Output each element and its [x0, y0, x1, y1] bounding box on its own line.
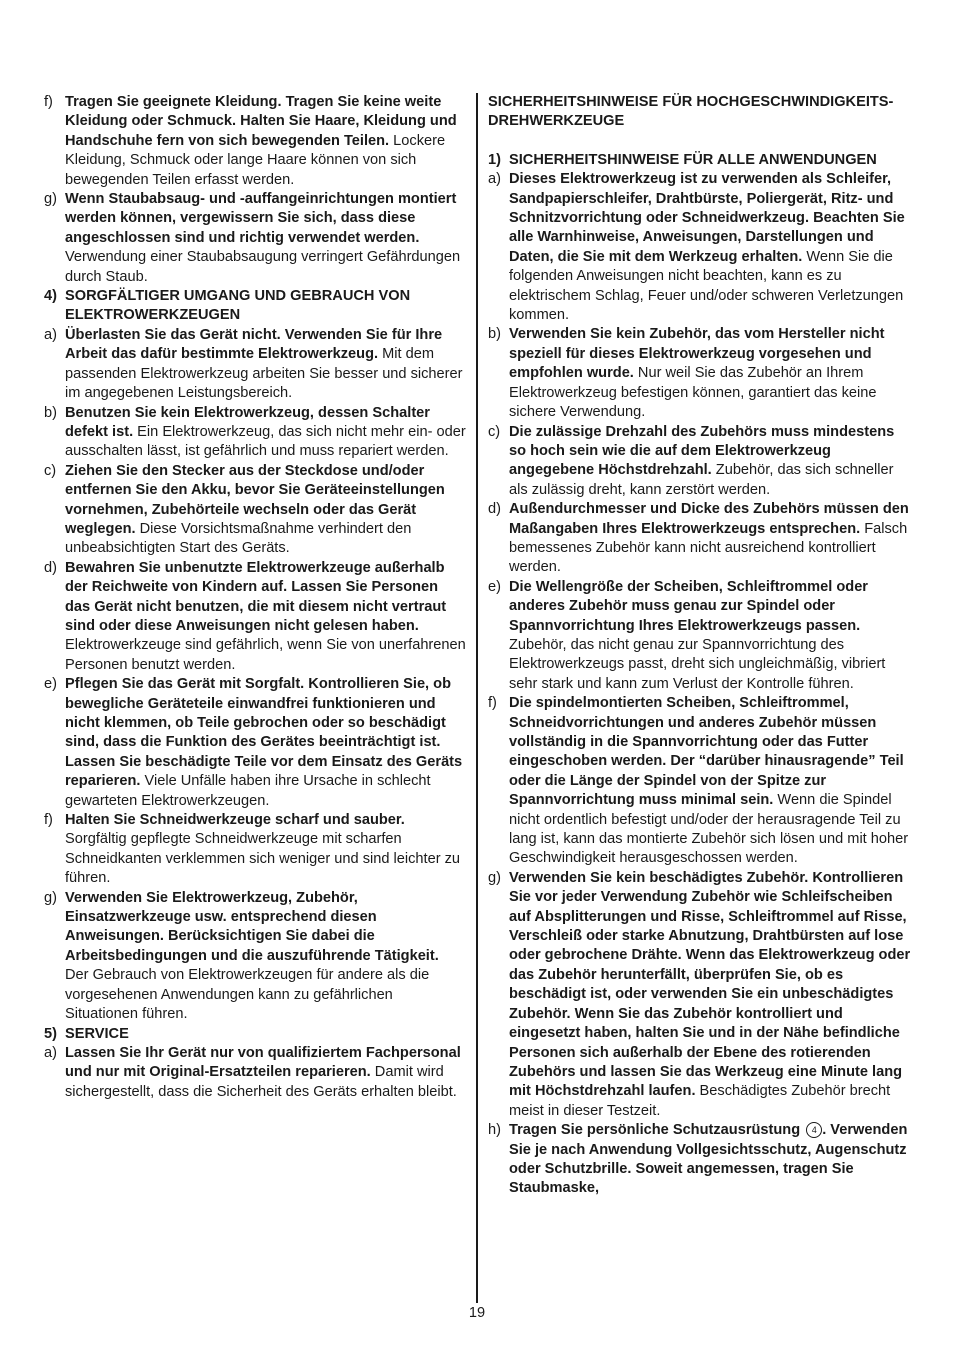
item-text: Zubehör, das sich schneller als zulässig dreht, kann zerstört werden.: [509, 462, 894, 498]
list-item: [488, 325, 912, 422]
section-heading: [488, 151, 912, 170]
item-text: Falsch bemessenes Zubehör kann nicht ausreichend kontrolliert werden.: [509, 520, 908, 576]
section-title: SERVICE: [65, 1025, 129, 1042]
item-text: Wenn die Spindel nicht ordentlich befestigt und/oder der herausragende Teil zu lang ist, kann das montierte Zubehör sich lösen und mit hoher Geschwindigkeit herausgeschossen werden.: [509, 792, 909, 867]
item-bold-text: Benutzen Sie kein Elektrowerkzeug, dessen Schalter defekt ist.: [65, 404, 430, 440]
list-item: [488, 500, 912, 578]
item-letter: b): [44, 404, 57, 421]
item-letter: c): [488, 423, 501, 440]
list-item: [44, 1044, 466, 1102]
item-text: Sorgfältig gepflegte Schneidwerkzeuge mit scharfen Schneidkanten verklemmen sich weniger und sind leichter zu führen.: [65, 831, 461, 887]
item-text: Zubehör, das nicht genau zur Spannvorrichtung des Elektrowerkzeugs passt, dreht sich ungleichmäßig, vibriert sehr stark und kann zum Verlust der Kontrolle führen.: [509, 636, 886, 692]
item-text: Der Gebrauch von Elektrowerkzeugen für andere als die vorgesehenen Anwendungen kann zu gefährlichen Situationen führen.: [65, 967, 430, 1023]
item-letter: a): [488, 171, 501, 188]
left-column: [44, 93, 466, 1102]
list-item: [488, 578, 912, 694]
item-bold-text: Die spindelmontierten Scheiben, Schleiftrommel, Schneidvorrichtungen und anderes Zubehör müssen vollständig in die Spannvorrichtung oder das Futter eingeschoben werden. Der “darüber hinausragende” Teil oder die Länge der Spindel von der Spitze zur Spannvorrichtung muss minimal sein.: [509, 695, 904, 809]
section-number: 5): [44, 1025, 57, 1042]
list-item: [44, 190, 466, 287]
item-letter: f): [488, 695, 497, 712]
section-heading: [44, 1025, 466, 1044]
spacer: [488, 132, 912, 151]
item-text: Damit wird sichergestellt, dass die Sicherheit des Geräts erhalten bleibt.: [65, 1064, 457, 1100]
item-bold-text: Verwenden Sie kein beschädigtes Zubehör. Kontrollieren Sie vor jeder Verwendung Zubehör wie Schleifscheiben auf Absplitterungen und Risse, Schleiftrommel auf Risse, Verschleiß oder starke Abnutzung, Drahtbürsten auf lose oder gebrochene Drähte. Wenn das Elektrowerkzeug oder das Zubehör herunterfällt, überprüfen Sie, ob es beschädigt ist, oder verwenden Sie ein unbeschädigtes Zubehör. Wenn Sie das Zubehör kontrolliert und eingesetzt haben, halten Sie und in der Nähe befindliche Personen sich außerhalb der Ebene des rotierenden Zubehörs und lassen Sie das Werkzeug eine Minute lang mit Höchstdrehzahl laufen.: [509, 869, 911, 1100]
item-bold-text: Die zulässige Drehzahl des Zubehörs muss mindestens so hoch sein wie die auf dem Elektrowerkzeug angegebene Höchstdrehzahl.: [509, 423, 895, 479]
item-bold-text: Tragen Sie geeignete Kleidung. Tragen Sie keine weite Kleidung oder Schmuck. Halten Sie Haare, Kleidung und Handschuhe fern von sich bewegenden Teilen.: [65, 94, 457, 149]
item-bold-text: Bewahren Sie unbenutzte Elektrowerkzeuge außerhalb der Reichweite von Kindern auf. Lassen Sie Personen das Gerät nicht benutzen, die mit diesem nicht vertraut sind oder diese Anweisungen nicht gelesen haben.: [65, 559, 447, 634]
list-item: [44, 326, 466, 404]
list-item: [488, 423, 912, 501]
list-item: [44, 404, 466, 462]
item-bold-text: Überlasten Sie das Gerät nicht. Verwenden Sie für Ihre Arbeit das dafür bestimmte Elektrowerkzeug.: [65, 326, 443, 363]
item-letter: d): [44, 559, 57, 576]
list-item: [44, 675, 466, 811]
item-letter: g): [488, 869, 501, 886]
item-bold-text: Die Wellengröße der Scheiben, Schleiftrommel oder anderes Zubehör muss genau zur Spindel oder Spannvorrichtung Ihres Elektrowerkzeugs passen.: [509, 578, 868, 634]
item-bold-text: . Verwenden Sie je nach Anwendung Vollgesichtsschutz, Augenschutz oder Schutzbrille. Soweit angemessen, tragen Sie Staubmaske,: [509, 1122, 908, 1197]
item-text: Lockere Kleidung, Schmuck oder lange Haare können von sich bewegenden Teilen erfasst werden.: [65, 132, 446, 188]
item-bold-text: Wenn Staubabsaug- und -auffangeinrichtungen montiert werden können, vergewissern Sie sich, dass diese angeschlossen sind und richtig verwendet werden.: [65, 191, 457, 246]
item-letter: g): [44, 191, 57, 208]
list-item: [488, 170, 912, 325]
section-title: SICHERHEITSHINWEISE FÜR ALLE ANWENDUNGEN: [509, 151, 877, 168]
list-item: [44, 93, 466, 190]
section-title: SORGFÄLTIGER UMGANG UND GEBRAUCH VON ELEKTROWERKZEUGEN: [65, 288, 411, 324]
item-text: Verwendung einer Staubabsaugung verringert Gefährdungen durch Staub.: [65, 249, 461, 285]
item-letter: f): [44, 812, 53, 829]
item-bold-text: Außendurchmesser und Dicke des Zubehörs müssen den Maßangaben Ihres Elektrowerkzeugs entsprechen.: [509, 501, 909, 537]
item-bold-text: Dieses Elektrowerkzeug ist zu verwenden als Schleifer, Sandpapierschleifer, Drahtbürste, Poliergerät, Ritz- und Schnitzvorrichtung oder Schneidwerkzeug. Beachten Sie alle Warnhinweise, Anweisungen, Darstellungen und Daten, die Sie mit dem Werkzeug erhalten.: [509, 171, 905, 265]
item-letter: h): [488, 1122, 501, 1139]
section-number: 1): [488, 151, 501, 168]
item-text: Wenn Sie die folgenden Anweisungen nicht beachten, kann es zu elektrischem Schlag, Feuer und/oder schweren Verletzungen kommen.: [509, 248, 904, 324]
item-letter: g): [44, 889, 57, 906]
item-text: Nur weil Sie das Zubehör an Ihrem Elektrowerkzeug befestigen können, garantiert das keine sichere Verwendung.: [509, 365, 877, 421]
item-letter: a): [44, 326, 57, 343]
item-bold-text: Pflegen Sie das Gerät mit Sorgfalt. Kontrollieren Sie, ob bewegliche Geräteteile einwandfrei funktionieren und nicht klemmen, ob Teile gebrochen oder so beschädigt sind, dass die Funktion des Gerätes beeinträchtigt ist. Lassen Sie beschädigte Teile vor dem Einsatz des Geräts reparieren.: [65, 676, 463, 790]
right-column: [488, 93, 912, 1199]
list-item: [44, 811, 466, 889]
item-letter: a): [44, 1044, 57, 1061]
list-item: [488, 1121, 912, 1199]
column-divider: [476, 93, 478, 1303]
item-letter: e): [44, 676, 57, 693]
item-bold-text: Ziehen Sie den Stecker aus der Steckdose und/oder entfernen Sie den Akku, bevor Sie Geräteeinstellungen vornehmen, Zubehörteile wechseln oder das Gerät weglegen.: [65, 462, 445, 537]
list-item: [488, 869, 912, 1121]
item-text: Diese Vorsichtsmaßnahme verhindert den unbeabsichtigten Start des Geräts.: [65, 520, 412, 557]
section-number: 4): [44, 288, 57, 305]
main-heading: SICHERHEITSHINWEISE FÜR HOCHGESCHWINDIGKEITS-DREHWERKZEUGE: [488, 94, 894, 130]
item-letter: c): [44, 462, 57, 479]
list-item: [44, 559, 466, 675]
item-bold-text: Halten Sie Schneidwerkzeuge scharf und sauber.: [65, 812, 405, 829]
item-letter: e): [488, 578, 501, 595]
item-bold-text: Verwenden Sie kein Zubehör, das vom Hersteller nicht speziell für dieses Elektrowerkzeug vorgesehen und empfohlen wurde.: [509, 326, 885, 382]
list-item: [488, 694, 912, 869]
item-text: Viele Unfälle haben ihre Ursache in schlecht gewarteten Elektrowerkzeugen.: [65, 773, 431, 809]
item-text: Mit dem passenden Elektrowerkzeug arbeiten Sie besser und sicherer im angegebenen Leistungsbereich.: [65, 346, 463, 402]
item-text: Beschädigtes Zubehör brecht meist in dieser Testzeit.: [509, 1083, 891, 1119]
list-item: [44, 889, 466, 1025]
section-heading: [44, 287, 466, 326]
item-letter: d): [488, 501, 501, 518]
item-text: Ein Elektrowerkzeug, das sich nicht mehr ein- oder ausschalten lässt, ist gefährlich und muss repariert werden.: [65, 423, 466, 460]
item-letter: b): [488, 326, 501, 343]
item-bold-text: Verwenden Sie Elektrowerkzeug, Zubehör, Einsatzwerkzeuge usw. entsprechend diesen Anweisungen. Berücksichtigen Sie dabei die Arbeitsbedingungen und die auszuführende Tätigkeit.: [65, 889, 439, 964]
figure-reference-badge: 4: [806, 1122, 822, 1138]
item-bold-text: Tragen Sie persönliche Schutzausrüstung: [509, 1122, 801, 1139]
page-number: 19: [468, 1305, 486, 1321]
list-item: [44, 462, 466, 559]
item-text: Elektrowerkzeuge sind gefährlich, wenn Sie von unerfahrenen Personen benutzt werden.: [65, 637, 466, 673]
item-bold-text: Lassen Sie Ihr Gerät nur von qualifiziertem Fachpersonal und nur mit Original-Ersatzteilen reparieren.: [65, 1044, 461, 1081]
item-letter: f): [44, 94, 53, 110]
